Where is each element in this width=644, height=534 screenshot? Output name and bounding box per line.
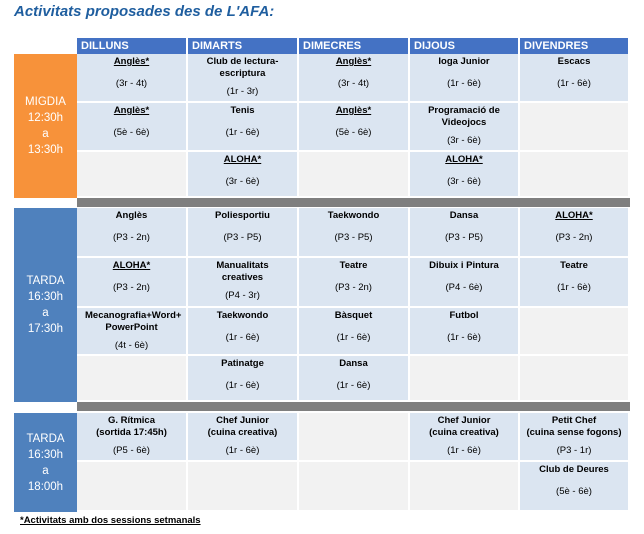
activity-subtitle: (cuina creativa): [429, 427, 499, 438]
activity-cell: [410, 103, 520, 152]
footnote: *Activitats amb dos sessions setmanals: [20, 515, 201, 526]
activity-cell: [77, 308, 188, 356]
activity-grades: (1r - 6è): [225, 380, 260, 391]
activity-grades: (1r - 6è): [447, 445, 481, 456]
activity-name: G. Rítmica: [108, 415, 155, 426]
activity-cell: [410, 152, 520, 198]
empty-cell: [77, 462, 188, 512]
time-slot-line: MIGDIA: [25, 96, 66, 108]
activity-name: Dansa: [339, 358, 368, 369]
activity-name: Tenis: [230, 105, 255, 116]
activity-grades: (1r - 6è): [336, 380, 371, 391]
activity-name: Club de lectura-escriptura: [206, 56, 279, 79]
activity-cell: [410, 54, 520, 103]
time-slot-line: 17:30h: [27, 323, 64, 335]
activity-name: Dibuix i Pintura: [429, 260, 499, 271]
activity-subtitle: (cuina sense fogons): [526, 427, 622, 438]
activity-cell: [188, 152, 299, 198]
activity-name: ALOHA*: [445, 154, 483, 165]
activity-name: Anglès: [115, 210, 148, 221]
time-slot-line: 16:30h: [27, 448, 64, 461]
activity-cell: [188, 54, 299, 103]
page-title: Activitats proposades des de L'AFA:: [14, 3, 275, 20]
empty-cell: [520, 103, 630, 152]
activity-name: Teatre: [339, 260, 368, 271]
activity-name: Anglès*: [113, 105, 150, 116]
activity-cell: [77, 54, 188, 103]
activity-cell: [77, 258, 188, 308]
activity-grades: (1r - 6è): [225, 332, 260, 343]
header-divendres: DIVENDRES: [520, 38, 630, 54]
activity-cell: [77, 208, 188, 258]
activity-name: Taekwondo: [216, 310, 269, 321]
empty-cell: [77, 152, 188, 198]
block-separator: [77, 198, 630, 207]
time-slot-line: 18:00h: [27, 480, 64, 493]
activity-cell: [520, 208, 630, 258]
activity-name: Programació de Videojocs: [428, 105, 500, 128]
time-slot-line: a: [42, 307, 49, 319]
activity-grades: (1r - 6è): [225, 445, 260, 456]
activity-cell: [188, 103, 299, 152]
activity-grades: (3r - 4t): [115, 78, 148, 89]
activity-grades: (3r - 6è): [225, 176, 260, 187]
activity-grades: (P3 - 2n): [335, 282, 372, 293]
time-slot-line: 13:30h: [27, 144, 64, 156]
activity-name: Chef Junior: [216, 415, 269, 426]
empty-cell: [410, 356, 520, 402]
time-slot-line: 16:30h: [27, 291, 64, 303]
activity-grades: (1r - 6è): [447, 332, 481, 343]
activity-name: Anglès*: [113, 56, 150, 67]
header-dimecres: DIMECRES: [299, 38, 410, 54]
activity-cell: [299, 308, 410, 356]
activity-name: Manualitats creatives: [216, 260, 269, 283]
activity-name: Teatre: [560, 260, 588, 271]
activity-grades: (3r - 4t): [337, 78, 370, 89]
activity-cell: [299, 103, 410, 152]
activity-name: Poliesportiu: [215, 210, 270, 221]
header-dimarts: DIMARTS: [188, 38, 299, 54]
time-slot-line: TARDA: [26, 275, 65, 287]
activity-grades: (P3 - 1r): [556, 445, 592, 456]
activity-grades: (P3 - 2n): [113, 232, 150, 243]
time-slot-line: 12:30h: [27, 112, 64, 124]
empty-cell: [299, 462, 410, 512]
activity-cell: [299, 54, 410, 103]
header-dijous: DIJOUS: [410, 38, 520, 54]
activity-cell: [410, 208, 520, 258]
activity-cell: [299, 208, 410, 258]
empty-cell: [299, 152, 410, 198]
header-corner: [14, 38, 77, 54]
activity-cell: [77, 103, 188, 152]
activity-grades: (P3 - P5): [223, 232, 262, 243]
empty-cell: [520, 308, 630, 356]
activity-grades: (1r - 6è): [557, 282, 591, 293]
activity-grades: (P4 - 6è): [445, 282, 483, 293]
activity-cell: [520, 413, 630, 462]
block-separator: [77, 402, 630, 411]
activity-name: Futbol: [449, 310, 479, 321]
activity-grades: (1r - 6è): [336, 332, 371, 343]
activity-grades: (5è - 6è): [335, 127, 372, 138]
activity-subtitle: (cuina creativa): [207, 427, 278, 438]
empty-cell: [77, 356, 188, 402]
activity-name: ALOHA*: [223, 154, 262, 165]
activity-name: Dansa: [449, 210, 479, 221]
activity-cell: [410, 258, 520, 308]
header-dilluns: DILLUNS: [77, 38, 188, 54]
activity-name: Patinatge: [221, 358, 264, 369]
activity-grades: (1r - 3r): [226, 86, 259, 97]
activity-grades: (5è - 6è): [556, 486, 592, 497]
activity-cell: [188, 208, 299, 258]
activity-grades: (1r - 6è): [447, 78, 481, 89]
activity-grades: (P5 - 6è): [113, 445, 150, 456]
activity-name: Ioga Junior: [438, 56, 490, 67]
time-slot-line: a: [42, 464, 49, 477]
activity-cell: [520, 462, 630, 512]
activity-name: Anglès*: [335, 105, 372, 116]
empty-cell: [188, 462, 299, 512]
activity-grades: (P3 - P5): [444, 232, 483, 243]
activity-cell: [188, 413, 299, 462]
activity-cell: [188, 258, 299, 308]
activity-grades: (P4 - 3r): [225, 290, 260, 301]
activity-name: Chef Junior: [437, 415, 491, 426]
activity-cell: [188, 356, 299, 402]
time-slot-label: [14, 54, 77, 198]
activity-cell: [520, 54, 630, 103]
activity-grades: (5è - 6è): [113, 127, 150, 138]
activity-grades: (P3 - 2n): [113, 282, 150, 293]
activity-grades: (P3 - P5): [334, 232, 373, 243]
activity-cell: [520, 258, 630, 308]
activity-name: Petit Chef: [551, 415, 597, 426]
empty-cell: [520, 356, 630, 402]
activity-name: ALOHA*: [112, 260, 151, 271]
activity-grades: (3r - 6è): [447, 176, 481, 187]
time-slot-label: [14, 413, 77, 512]
activity-cell: [77, 413, 188, 462]
time-slot-line: a: [42, 128, 49, 140]
time-slot-line: TARDA: [26, 432, 65, 445]
activity-name: Escacs: [557, 56, 591, 67]
activity-grades: (3r - 6è): [447, 135, 481, 146]
time-slot-label: [14, 208, 77, 402]
activity-cell: [299, 356, 410, 402]
empty-cell: [520, 152, 630, 198]
activity-grades: (1r - 6è): [225, 127, 260, 138]
activity-name: Taekwondo: [327, 210, 380, 221]
activity-name: Anglès*: [335, 56, 372, 67]
activity-cell: [188, 308, 299, 356]
activity-cell: [410, 413, 520, 462]
activity-grades: (1r - 6è): [557, 78, 591, 89]
activity-cell: [410, 308, 520, 356]
empty-cell: [410, 462, 520, 512]
activity-name: Club de Deures: [539, 464, 609, 475]
activity-grades: (P3 - 2n): [555, 232, 593, 243]
activity-grades: (4t - 6è): [114, 340, 149, 351]
empty-cell: [299, 413, 410, 462]
activity-subtitle: (sortida 17:45h): [96, 427, 167, 438]
activity-name: Bàsquet: [334, 310, 373, 321]
activity-name: ALOHA*: [555, 210, 593, 221]
activity-name: Mecanografia+Word+ PowerPoint: [85, 310, 182, 333]
activity-cell: [299, 258, 410, 308]
